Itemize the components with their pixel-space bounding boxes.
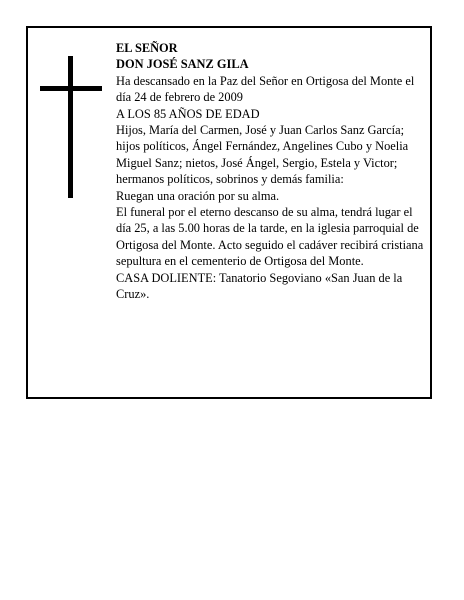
family-list: Hijos, María del Carmen, José y Juan Carlos Sanz García; hijos políticos, Ángel Fernández, Angelines Cubo y Noelia Miguel Sanz; nietos, José Ángel, Sergio, Estela y Victor; hermanos políticos, sobrinos y demás familia: [116,123,409,187]
notice-text-block [116,40,424,303]
rest-statement: Ha descansado en la Paz del Señor en Ortigosa del Monte el día 24 de febrero de 2009 [116,73,415,105]
deceased-name: DON JOSÉ SANZ GILA [116,57,249,72]
obituary-notice [26,26,432,399]
mourning-house: CASA DOLIENTE: Tanatorio Segoviano «San Juan de la Cruz». [116,270,403,302]
cross-horizontal-bar [40,86,102,91]
age-statement: A LOS 85 AÑOS DE EDAD [116,106,260,121]
funeral-details: El funeral por el eterno descanso de su alma, tendrá lugar el día 25, a las 5.00 horas de la tarde, en la iglesia parroquial de Ortigosa del Monte. Acto seguido el cadáver recibirá cristiana sepultura en el cementerio de Ortigosa del Monte. [116,205,424,269]
prayer-request: Ruegan una oración por su alma. [116,188,280,203]
cross-vertical-bar [68,56,73,198]
cross-icon [40,56,102,198]
notice-title: EL SEÑOR [116,41,178,55]
